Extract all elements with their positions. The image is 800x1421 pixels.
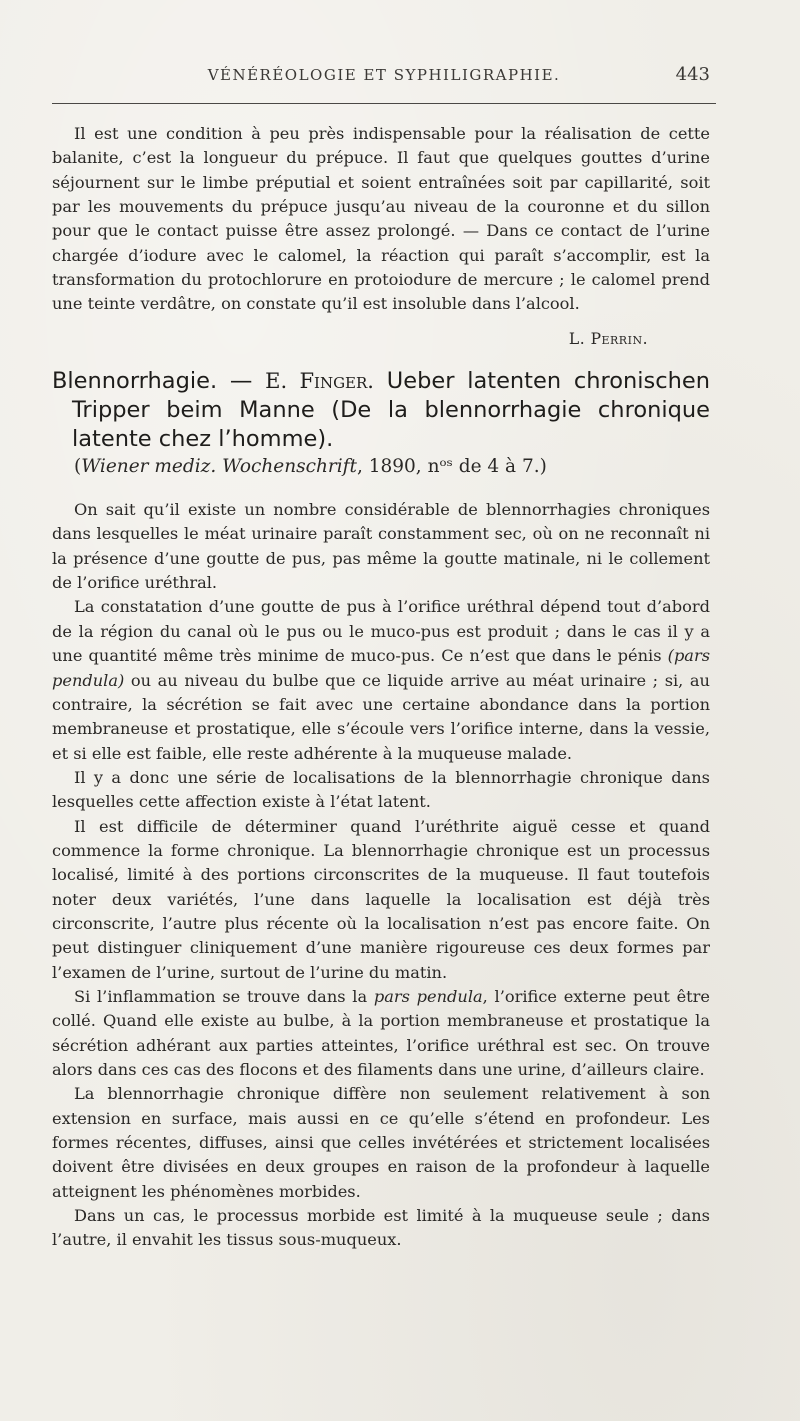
paragraph-3: Il y a donc une série de localisations de la blennorrhagie chronique dans lesquelles cette affection existe à l’état latent. (52, 767, 710, 812)
paragraph-2-start: La constatation d’une goutte de pus à l’orifice uréthral dépend tout d’abord de la région du canal où le pus ou le muco-pus est produit ; dans le cas il y a une quantité même très minime de muco-pus. Ce n’est que dans le pénis (52, 597, 710, 666)
page-header (52, 64, 716, 90)
intro-paragraph: Il est une condition à peu près indispensable pour la réalisation de cette balanite, c’est la longueur du prépuce. Il faut que quelques gouttes d’urine séjournent sur le limbe préputial et soient entraînées soit par capillarité, soit par les mouvements du prépuce jusqu’au niveau de la couronne et du sillon pour que le contact puisse être assez prolongé. — Dans ce contact de l’urine chargée d’iodure avec le calomel, la réaction qui paraît s’accomplir, est la transformation du protochlorure en protoiodure de mercure ; le calomel prend une teinte verdâtre, on constate qu’il est insoluble dans l’alcool. (52, 124, 710, 314)
header-rule (52, 103, 716, 104)
page-number: 443 (675, 64, 710, 85)
article-author: E. Finger. (265, 369, 374, 394)
paragraph-2-end: ou au niveau du bulbe que ce liquide arrive au méat urinaire ; si, au contraire, la sécrétion se fait avec une certaine abondance dans la portion membraneuse et prostatique, elle s’écoule vers l’orifice interne, dans la vessie, et si elle est faible, elle reste adhérente à la muqueuse malade. (52, 670, 710, 763)
heading-dash: — (217, 368, 266, 395)
paragraph-5 (52, 985, 710, 1082)
page-body (52, 122, 710, 1253)
paragraph-7: Dans un cas, le processus morbide est limité à la muqueuse seule ; dans l’autre, il envahit les tissus sous-muqueux. (52, 1206, 710, 1250)
source-details: , 1890, nᵒˢ de 4 à 7.) (356, 456, 547, 478)
paragraph-1: On sait qu’il existe un nombre considérable de blennorrhagies chroniques dans lesquelles le méat urinaire paraît constamment sec, où on ne reconnaît ni la présence d’une goutte de pus, pas même la goutte matinale, ni le collement de l’orifice uréthral. (52, 500, 710, 593)
signature: L. Perrin. (568, 329, 648, 348)
journal-name: Wiener mediz. Wochenschrift (81, 456, 357, 478)
paragraph-5-end: , l’orifice externe peut être collé. Quand elle existe au bulbe, à la portion membraneuse et prostatique la sécrétion adhérant aux parties atteintes, l’orifice uréthral est sec. On trouve alors dans ces cas des flocons et des filaments dans une urine, d’ailleurs claire. (52, 986, 710, 1079)
article-heading (52, 367, 710, 454)
paragraph-4: Il est difficile de déterminer quand l’uréthrite aiguë cesse et quand commence la forme chronique. La blennorrhagie chronique est un processus localisé, limité à des portions circonscrites de la muqueuse. Il faut toutefois noter deux variétés, l’une dans laquelle la localisation est déjà très circonscrite, l’autre plus récente où la localisation n’est pas encore faite. On peut distinguer cliniquement d’une manière rigoureuse ces deux formes par l’examen de l’urine, surtout de l’urine du matin. (52, 816, 710, 982)
paragraph-6: La blennorrhagie chronique diffère non seulement relativement à son extension en surface, mais aussi en ce qu’elle s’étend en profondeur. Les formes récentes, diffuses, ainsi que celles invétérées et strictement localisées doivent être divisées en deux groupes en raison de la profondeur à laquelle atteignent les phénomènes morbides. (52, 1084, 710, 1201)
article-source (52, 454, 710, 480)
article-title-german: Ueber latenten chronischen Tripper beim Manne (72, 368, 710, 424)
paragraph-2 (52, 595, 710, 765)
paragraph-5-italic: pars pendula (373, 986, 483, 1006)
paragraph-2-italic: (pars pendula) (52, 646, 710, 690)
paragraph-5-start: Si l’inflammation se trouve dans la (74, 986, 374, 1006)
running-title: VÉNÉRÉOLOGIE ET SYPHILIGRAPHIE. (207, 66, 561, 84)
article-subject: Blennorrhagie. (52, 368, 218, 395)
article-title-french: (De la blennorrhagie chronique latente chez l’homme). (72, 397, 710, 453)
source-open-paren: ( (74, 456, 82, 478)
